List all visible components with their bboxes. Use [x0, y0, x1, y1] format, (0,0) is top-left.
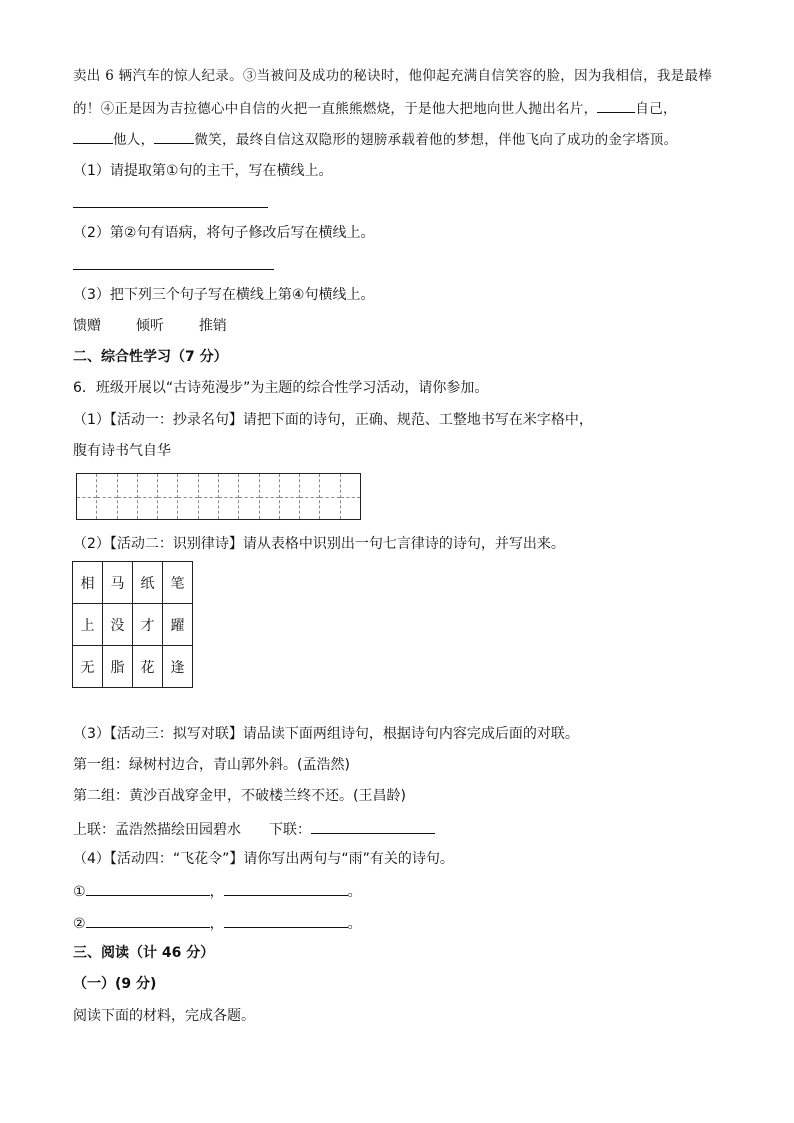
- couplet-lower-blank[interactable]: [311, 818, 435, 834]
- table-cell: 躍: [163, 604, 193, 646]
- rain-line-1: ① ， 。: [73, 880, 362, 902]
- answer-line-sub2[interactable]: [73, 269, 274, 270]
- table-cell: 上: [73, 604, 103, 646]
- activity2-prompt: （2）【活动二：识别律诗】请从表格中识别出一句七言律诗的诗句，并写出来。: [73, 536, 565, 552]
- word-option: 倾听: [135, 318, 164, 334]
- passage-line-2: 的！④正是因为吉拉德心中自信的火把一直熊熊燃烧，于是他大把地向世人抛出名片， 自己，: [73, 98, 677, 119]
- grid-cell[interactable]: [260, 474, 280, 519]
- grid-cell[interactable]: [219, 474, 239, 519]
- word-option: 馈赠: [73, 318, 101, 334]
- grid-cell[interactable]: [300, 474, 320, 519]
- table-cell: 逢: [163, 646, 193, 688]
- activity4-prompt: （4）【活动四：“飞花令”】请你写出两句与“雨”有关的诗句。: [73, 851, 454, 867]
- poem-group-2: 第二组：黄沙百战穿金甲，不破楼兰终不还。(王昌龄): [73, 788, 406, 804]
- table-cell: 花: [133, 646, 163, 688]
- rain-blank[interactable]: [224, 880, 348, 896]
- grid-cell[interactable]: [341, 474, 360, 519]
- grid-cell[interactable]: [158, 474, 178, 519]
- table-cell: 纸: [133, 562, 163, 604]
- section2-title: 二、综合性学习（7 分）: [73, 349, 228, 365]
- rain-line-2: ② ， 。: [73, 912, 362, 934]
- table-cell: 笔: [163, 562, 193, 604]
- answer-line-sub1[interactable]: [73, 207, 268, 208]
- grid-cell[interactable]: [138, 474, 158, 519]
- grid-cell[interactable]: [199, 474, 219, 519]
- couplet-upper: 上联：孟浩然描绘田园碧水: [73, 822, 241, 838]
- activity3-prompt: （3）【活动三：拟写对联】请品读下面两组诗句，根据诗句内容完成后面的对联。: [73, 726, 579, 742]
- grid-cell[interactable]: [320, 474, 340, 519]
- word-options: [73, 316, 227, 336]
- passage-line-3: 他人， 微笑，最终自信这双隐形的翅膀承载着他的梦想，伴他飞向了成功的金字塔顶。: [73, 129, 677, 150]
- q5-sub3: （3）把下列三个句子写在横线上第④句横线上。: [73, 287, 375, 303]
- table-row: [73, 562, 193, 604]
- q5-sub1: （1）请提取第①句的主干，写在横线上。: [73, 163, 333, 179]
- section3-part1: （一）(9 分): [73, 976, 157, 992]
- word-option: 推销: [198, 318, 227, 334]
- passage-line-1: 卖出 6 辆汽车的惊人纪录。③当被问及成功的秘诀时，他仰起充满自信笑容的脸，因为我相信，我是最棒: [73, 68, 713, 84]
- activity1-prompt: （1）【活动一：抄录名句】请把下面的诗句，正确、规范、工整地书写在米字格中，: [73, 412, 593, 428]
- grid-cell[interactable]: [118, 474, 138, 519]
- fill-blank[interactable]: [597, 98, 635, 113]
- mizi-grid[interactable]: [76, 473, 361, 520]
- table-row: [73, 646, 193, 688]
- q6-intro: 6．班级开展以“古诗苑漫步”为主题的综合性学习活动，请你参加。: [73, 380, 489, 396]
- table-cell: 相: [73, 562, 103, 604]
- reading-instruction: 阅读下面的材料，完成各题。: [73, 1008, 255, 1024]
- couplet-lower-label: 下联：: [269, 822, 311, 838]
- table-cell: 没: [103, 604, 133, 646]
- poem-group-1: 第一组：绿树村边合，青山郭外斜。(孟浩然): [73, 757, 350, 773]
- table-cell: 脂: [103, 646, 133, 688]
- poem-char-table: [72, 561, 193, 688]
- table-cell: 无: [73, 646, 103, 688]
- section3-title: 三、阅读（计 46 分）: [73, 945, 215, 961]
- grid-cell[interactable]: [97, 474, 117, 519]
- fill-blank[interactable]: [73, 129, 113, 144]
- rain-blank[interactable]: [86, 912, 210, 928]
- q5-sub2: （2）第②句有语病，将句子修改后写在横线上。: [73, 225, 375, 241]
- fill-blank[interactable]: [154, 129, 194, 144]
- table-row: [73, 604, 193, 646]
- grid-cell[interactable]: [77, 474, 97, 519]
- grid-cell[interactable]: [178, 474, 198, 519]
- activity1-poem: 腹有诗书气自华: [73, 443, 171, 459]
- rain-blank[interactable]: [224, 912, 348, 928]
- table-cell: 马: [103, 562, 133, 604]
- table-cell: 才: [133, 604, 163, 646]
- couplet-line: [73, 818, 435, 840]
- grid-cell[interactable]: [239, 474, 259, 519]
- grid-cell[interactable]: [280, 474, 300, 519]
- rain-blank[interactable]: [86, 880, 210, 896]
